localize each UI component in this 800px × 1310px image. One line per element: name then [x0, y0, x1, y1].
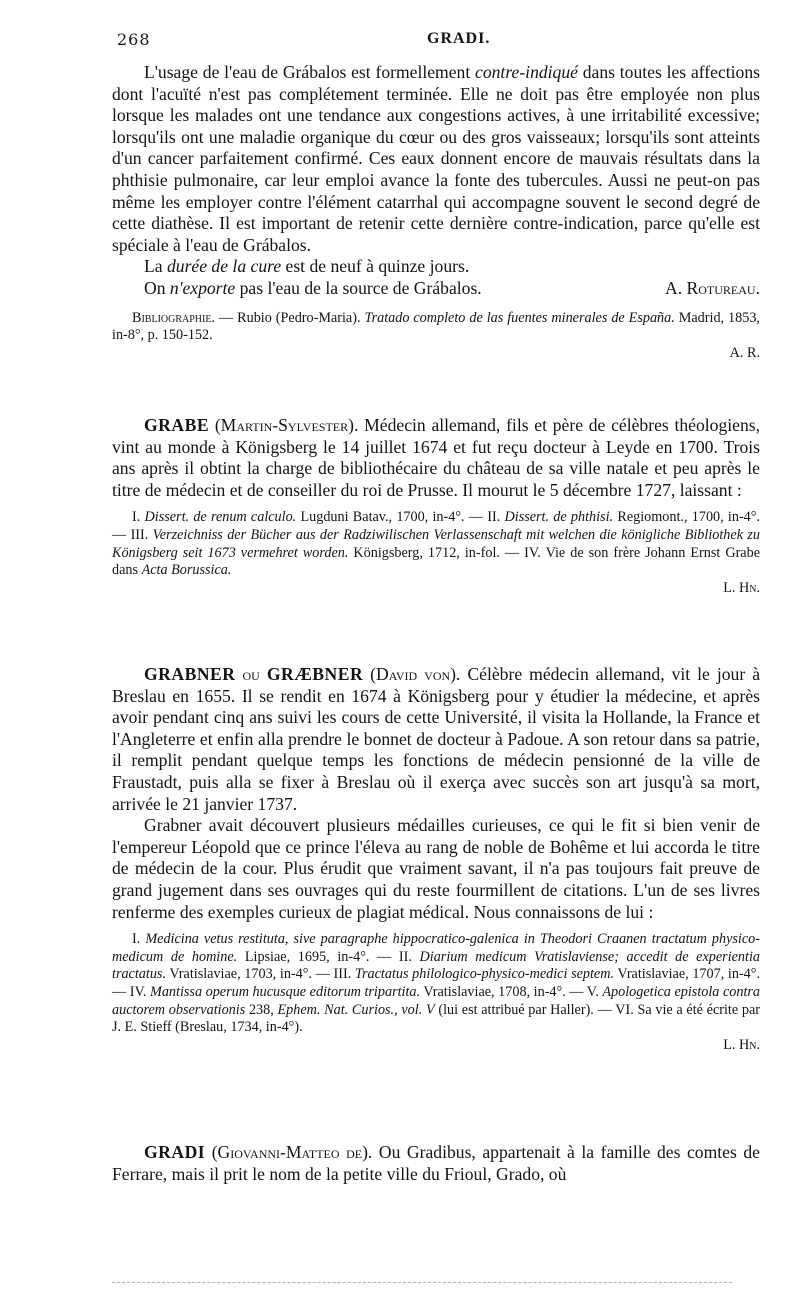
grabe-signature: L. Hn.	[723, 579, 760, 596]
page-bottom-rule	[112, 1282, 732, 1283]
grabner-headword: GRABNER	[144, 664, 236, 684]
author-signature: A. Rotureau.	[665, 277, 760, 298]
gradi-headword: GRADI	[144, 1142, 206, 1162]
grabner-works-list: I. Medicina vetus restituta, sive paragraphe hippocratico-galenica in Theodori Craanen tractatum physico-medicum de homine. Lipsiae, 1695, in-4°. — II. Diarium medicum Vratislaviense; accedit de experientia tractatus. Vratislaviae, 1703, in-4°. — III. Tractatus philologico-physico-medici septem. Vratislaviae, 1707, in-4°. — IV. Mantissa operum hucusque editorum tripartita. Vratislaviae, 1708, in-4°. — V. Apologetica epistola contra auctorem observationis 238, Ephem. Nat. Curios., vol. V (lui est attribué par Haller). — VI. Sa vie a été écrite par J. E. Stieff (Breslau, 1734, in-4°).	[112, 931, 761, 1036]
page-number: 268	[117, 30, 151, 49]
grabe-headword: GRABE	[144, 415, 210, 435]
grabner-entry	[112, 664, 760, 1054]
graebner-headword: GRÆBNER	[266, 664, 364, 684]
grabner-second-paragraph: Grabner avait découvert plusieurs médailles curieuses, ce qui le fit si bien venir de l'empereur Léopold que ce prince l'éleva au rang de noble de Bohême et lui accorda le titre de médecin de la cour. Plus érudit que vraiment savant, il n'a pas toujours fait preuve de grand jugement dans ses ouvrages qui du reste fourmillent de citations. L'un de ses livres renferme des exemples curieux de plagiat médical. Nous connaissons de lui :	[112, 815, 760, 922]
bibliography-note: Bibliographie. — Rubio (Pedro-Maria). Tratado completo de las fuentes minerales de España. Madrid, 1853, in-8°, p. 150-152.	[112, 309, 760, 344]
gradi-biography: GRADI (Giovanni-Matteo de). Ou Gradibus, appartenait à la famille des comtes de Ferrare, mais il prit le nom de la petite ville du Frioul, Grado, où	[112, 1142, 760, 1184]
bibliography-signature: A. R.	[729, 344, 760, 361]
contraindication-paragraph: L'usage de l'eau de Grábalos est formellement contre-indiqué dans toutes les affections dont l'acuïté n'est pas complétement terminée. Elle ne doit pas être employée non plus lorsque les malades ont une tendance aux congestions actives, à une irritabilité excessive; lorsqu'ils ont une maladie organique du cœur ou des gros vaisseaux; lorsqu'ils sont atteints d'un cancer parfaitement confirmé. Ces eaux donnent encore de mauvais résultats dans la phthisie pulmonaire, car leur emploi avance la fonte des tubercules. Aussi ne peut-on pas même les employer contre l'élément catarrhal qui accompagne souvent le second degré de cette diathèse. Il est important de retenir cette dernière contre-indication, parce qu'elle est spéciale à l'eau de Grábalos.	[112, 62, 760, 255]
cure-duration-paragraph: La durée de la cure est de neuf à quinze jours.	[144, 256, 470, 277]
page-header	[117, 30, 760, 52]
grabe-works-list: I. Dissert. de renum calculo. Lugduni Batav., 1700, in-4°. — II. Dissert. de phthisi. Regiomont., 1700, in-4°. — III. Verzeichniss der Bücher aus der Radziwilischen Verlassenschaft mit welchen die königliche Bibliothek zu Königsberg seit 1673 vermehret worden. Königsberg, 1712, in-fol. — IV. Vie de son frère Johann Ernst Grabe dans Acta Borussica.	[112, 509, 760, 579]
grabe-biography: GRABE (Martin-Sylvester). Médecin allemand, fils et père de célèbres théologiens, vint au monde à Königsberg le 14 juillet 1674 et fut reçu docteur à Leyde en 1700. Trois ans après il obtint la charge de bibliothécaire du château de sa ville natale et peu après le titre de médecin et de conseiller du roi de Prusse. Il mourut le 5 décembre 1727, laissant :	[112, 415, 760, 500]
grabe-entry	[112, 415, 760, 597]
grabner-signature: L. Hn.	[723, 1036, 760, 1053]
gradi-entry	[112, 1142, 760, 1185]
grabalos-article-end	[112, 62, 760, 362]
export-paragraph: On n'exporte pas l'eau de la source de Grábalos. A. Rotureau.	[144, 277, 760, 298]
running-title: GRADI.	[427, 30, 491, 47]
grabner-biography: GRABNER ou GRÆBNER (David von). Célèbre médecin allemand, vit le jour à Breslau en 1655. Il se rendit en 1674 à Königsberg pour y étudier la médecine, et après avoir pendant cinq ans suivi les cours de cette Université, il visita la Hollande, la France et l'Angleterre et enfin alla prendre le bonnet de docteur à Padoue. A son retour dans sa patrie, il remplit pendant quelque temps les fonctions de médecin pensionné de la ville de Fraustadt, puis alla se fixer à Breslau où il exerça avec succès son art jusqu'à sa mort, arrivée le 21 janvier 1737.	[112, 664, 760, 814]
